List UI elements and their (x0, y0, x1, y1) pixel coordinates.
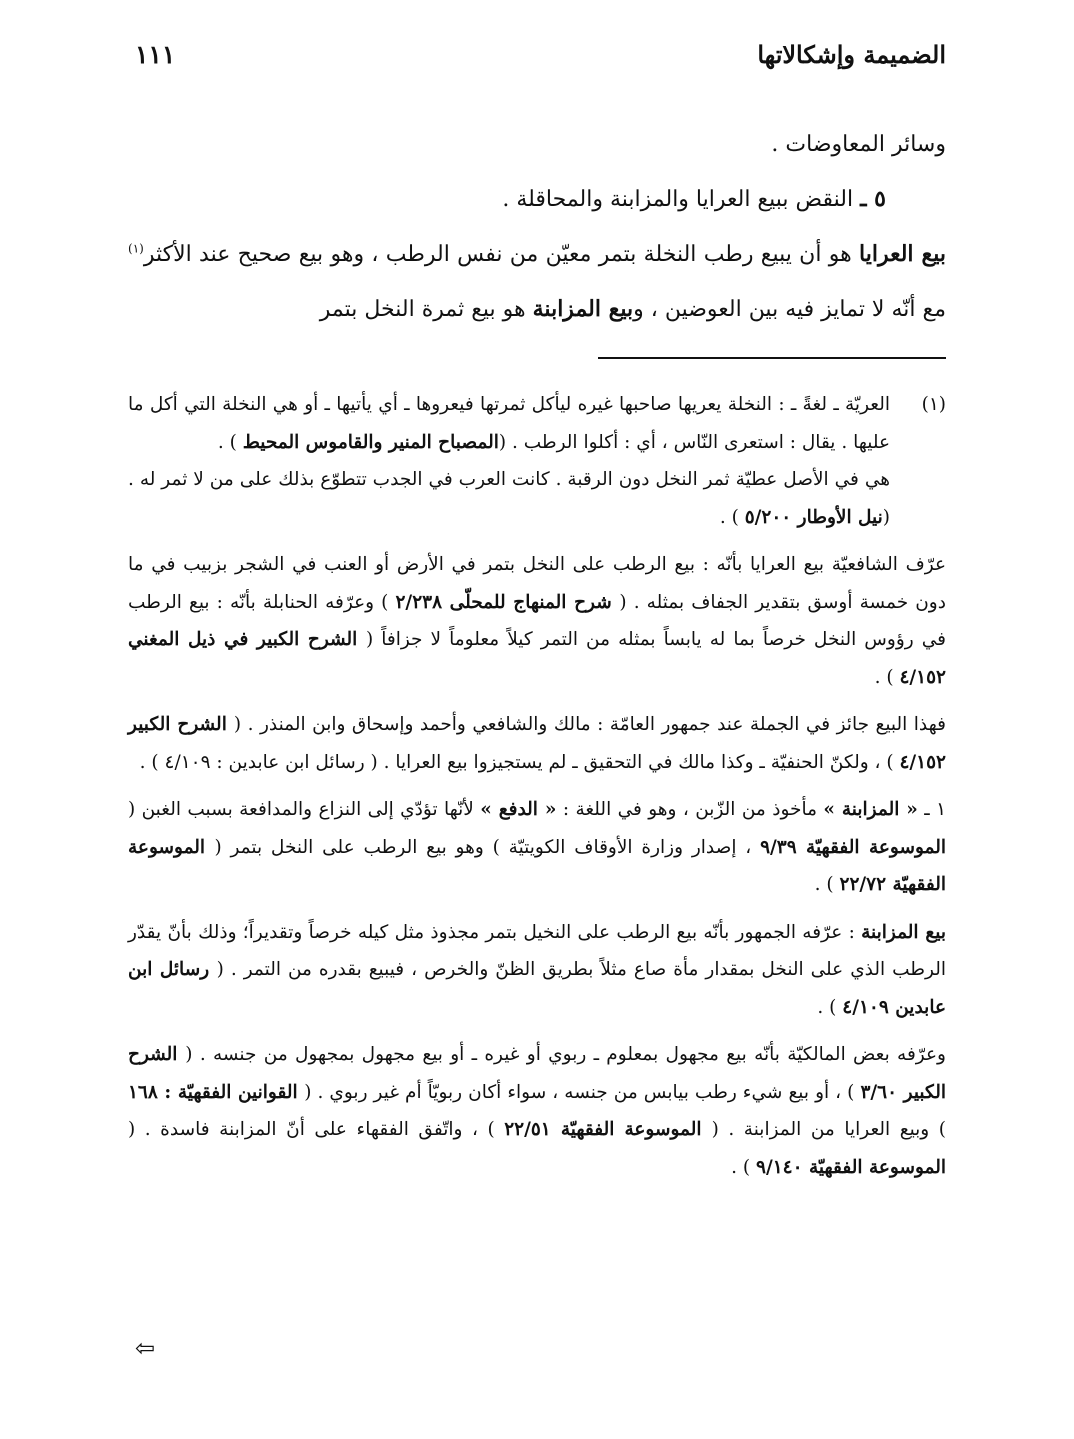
term-muzabana: بيع المزابنة (532, 296, 634, 322)
source-citation: الموسوعة الفقهيّة ٢٢/٧٢ (128, 836, 946, 895)
term-araya: بيع العرايا (859, 241, 946, 267)
text-run: هو بيع ثمرة النخل بتمر (319, 297, 533, 322)
footnotes (128, 386, 946, 1196)
main-text (128, 118, 946, 337)
text-run: ) وعرّفه الحنابلة بأنّه : بيع الرطب في رؤوس النخل خرصاً بما له يابساً بمثله من التمر كيلاً معلوماً لا جزافاً ( (128, 591, 947, 650)
source-citation: رسائل ابن عابدين ٤/١٠٩ (128, 959, 946, 1018)
body-line-1: وسائر المعاوضات . (771, 132, 946, 157)
source-citation: المصباح المنير والقاموس المحيط (242, 431, 499, 453)
text-run: ) ، أو بيع شيء رطب بيابس من جنسه ، سواء أكان ربويّاً أم غير ربوي . ( (304, 1081, 861, 1103)
body-line-2 (128, 172, 946, 227)
term-muzabana: « المزابنة » (823, 799, 918, 820)
text-run: مأخوذ من الزّبن ، وهو في اللغة : (556, 799, 824, 820)
footnote-para-7 (128, 1036, 946, 1186)
source-citation: الموسوعة الفقهيّة ٩/٣٩ (760, 836, 946, 858)
item-number: ١ ـ (917, 799, 947, 820)
text-run: ) . (874, 666, 900, 688)
text-run: فهذا البيع جائز في الجملة عند جمهور العامّة : مالك والشافعي وأحمد وإسحاق وابن المنذر . ( (233, 714, 946, 735)
text-run: هو أن يبيع رطب النخلة بتمر معيّن من نفس الرطب ، وهو بيع صحيح عند الأكثر (143, 242, 860, 267)
running-header (125, 40, 946, 80)
footnote-ref[interactable]: (١) (128, 241, 144, 256)
page-number: ١١١ (135, 40, 176, 69)
text-run: العريّة ـ لغةً ـ : النخلة يعريها صاحبها غيره ليأكل ثمرتها فيعروها ـ أي يأتيها ـ أو هي النخلة التي أكل ما عليها . يقال : استعرى النّاس ، أي : أكلوا الرطب . ( (128, 394, 890, 453)
source-citation: شرح المنهاج للمحلّى ٢/٢٣٨ (395, 591, 620, 613)
source-citation: الشرح الكبير في ذيل المغني ٤/١٥٢ (128, 629, 946, 688)
footnote-mark: (١) (921, 394, 946, 415)
item-text: النقض ببيع العرايا والمزابنة والمحاقلة . (502, 187, 854, 212)
text-run: عرّف الشافعيّة بيع العرايا بأنّه : بيع الرطب على النخل بتمر في الأرض أو العنب في الشجر بزبيب في ما دون خمسة أوسق بتقدير الجفاف بمثله . ( (128, 554, 946, 613)
text-run: هي في الأصل عطيّة ثمر النخل دون الرقبة . كانت العرب في الجدب تتطوّع بذلك على من لا ثمر له . ( (128, 469, 890, 528)
text-run: ) . (817, 996, 843, 1018)
source-citation: الموسوعة الفقهيّة ٢٢/٥١ (504, 1119, 712, 1140)
source-citation: الشرح الكبير ٣/٦٠ (128, 1044, 946, 1103)
footnote-separator (598, 357, 946, 359)
running-title: الضميمة وإشكالاتها (757, 40, 946, 69)
text-run: ) . (814, 874, 840, 895)
text-run: وعرّفه بعض المالكيّة بأنّه بيع مجهول بمعلوم ـ ربوي أو غيره ـ أو بيع مجهول بمجهول من جنسه . ( (185, 1044, 946, 1065)
text-run: ) وبيع العرايا من المزابنة . ( (711, 1119, 946, 1140)
footnote-para-3 (128, 546, 946, 696)
text-run: ) . (719, 506, 745, 528)
source-citation: نيل الأوطار ٥/٢٠٠ (744, 506, 883, 528)
text-run: ) . (217, 431, 243, 453)
term-muzabana: بيع المزابنة (861, 921, 946, 943)
text-run: مع أنّه لا تمايز فيه بين العوضين ، و (633, 297, 946, 322)
footnote-1-para-1 (128, 386, 946, 536)
term-daf: « الدفع » (480, 799, 557, 820)
body-paragraph-3 (128, 227, 946, 337)
text-run: ) . (731, 1156, 757, 1178)
source-citation: الشرح الكبير ٤/١٥٢ (128, 714, 946, 773)
text-run: ) ، واتّفق الفقهاء على أنّ المزابنة فاسدة . ( (128, 1119, 505, 1140)
text-run: ، إصدار وزارة الأوقاف الكويتيّة ) وهو بيع الرطب على النخل بتمر ( (214, 836, 761, 858)
text-run: لأنّها تؤدّي إلى النزاع والمدافعة بسبب الغبن ( (128, 799, 481, 820)
text-run: ) ، ولكنّ الحنفيّة ـ وكذا مالك في التحقيق ـ لم يستجيزوا بيع العرايا . ( رسائل ابن عابدين : ٤/١٠٩ ) . (139, 751, 900, 773)
text-run: : عرّفه الجمهور بأنّه بيع الرطب على النخيل بتمر مجذوذ مثل كيله خرصاً وتقديراً؛ وذلك بأنّ يقدّر الرطب الذي على النخل بمقدار مأة صاع مثلاً بطريق الظنّ والخرص ، فيبيع بقدره من التمر . ( (128, 921, 947, 980)
item-number: ٥ ـ (860, 186, 886, 212)
footnote-para-4 (128, 706, 946, 781)
source-citation: الموسوعة الفقهيّة ٩/١٤٠ (756, 1156, 946, 1178)
footnote-para-5 (128, 791, 946, 904)
footnote-para-6 (128, 914, 946, 1027)
source-citation: القوانين الفقهيّة : ١٦٨ (128, 1081, 305, 1103)
continue-arrow-icon: ⇦ (135, 1334, 156, 1362)
